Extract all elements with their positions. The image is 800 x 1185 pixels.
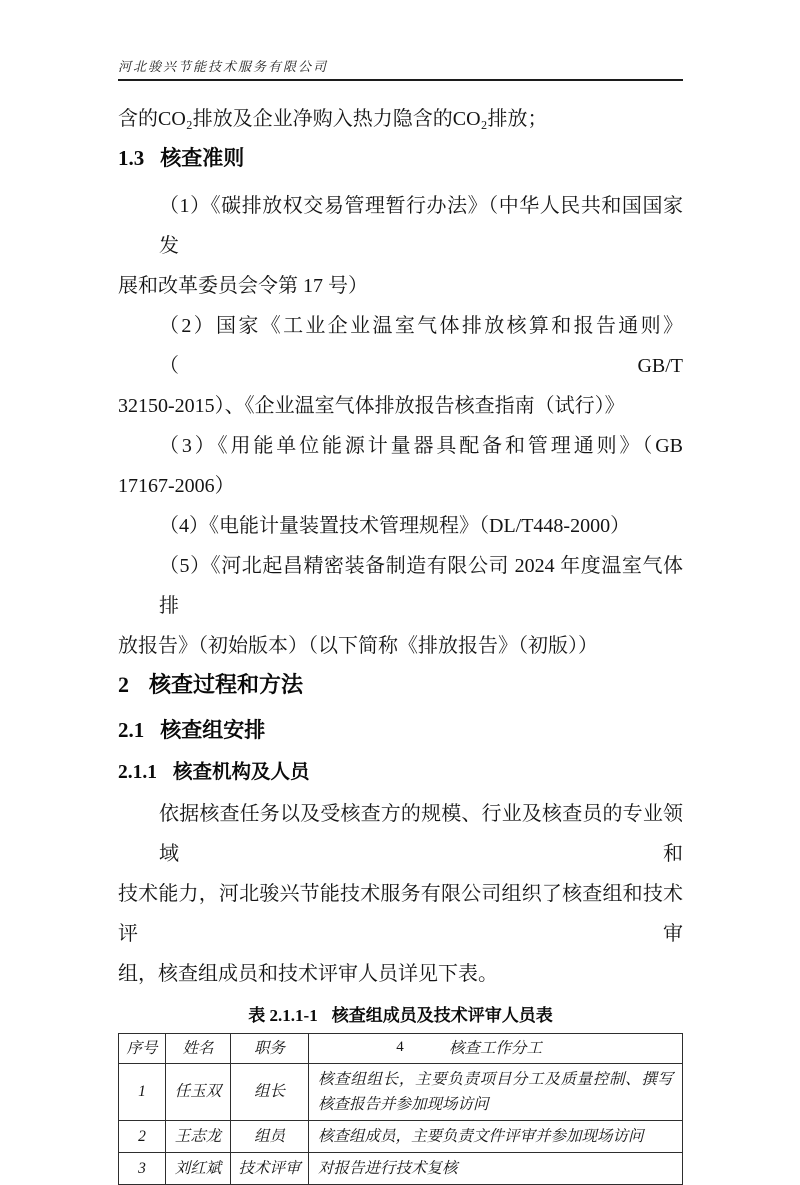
section-title: 核查过程和方法 bbox=[149, 672, 304, 697]
criteria-line: 展和改革委员会令第 17 号） bbox=[118, 275, 368, 297]
table-caption-label: 表 2.1.1-1 bbox=[248, 1006, 318, 1025]
section-title: 核查机构及人员 bbox=[173, 762, 310, 783]
cell-role: 组员 bbox=[231, 1121, 309, 1153]
table-caption-title: 核查组成员及技术评审人员表 bbox=[331, 1006, 553, 1025]
cell-role: 组长 bbox=[231, 1064, 309, 1121]
body-text-line: 含的CO₂排放及企业净购入热力隐含的CO₂排放； bbox=[118, 108, 548, 130]
cell-duty: 对报告进行技术复核 bbox=[309, 1153, 683, 1185]
criteria-line: （5）《河北起昌精密装备制造有限公司 2024 年度温室气体排 bbox=[159, 555, 683, 617]
section-number: 2.1 bbox=[118, 718, 145, 742]
section-heading-2-1 bbox=[118, 714, 683, 746]
cell-role: 技术评审 bbox=[231, 1153, 309, 1185]
cell-duty: 核查组组长，主要负责项目分工及质量控制、撰写核查报告并参加现场访问 bbox=[309, 1064, 683, 1121]
page-header bbox=[118, 58, 683, 81]
company-name: 河北骏兴节能技术服务有限公司 bbox=[118, 59, 329, 74]
table-header-cell: 序号 bbox=[119, 1034, 166, 1064]
cell-name: 任玉双 bbox=[166, 1064, 231, 1121]
cell-serial: 3 bbox=[119, 1153, 166, 1185]
criteria-list bbox=[118, 186, 683, 666]
section-number: 2.1.1 bbox=[118, 762, 157, 783]
cell-name: 刘红斌 bbox=[166, 1153, 231, 1185]
section-number: 1.3 bbox=[118, 146, 145, 170]
section-number: 2 bbox=[118, 672, 129, 697]
cell-serial: 1 bbox=[119, 1064, 166, 1121]
team-paragraph bbox=[118, 794, 683, 994]
table-row bbox=[119, 1121, 683, 1153]
table-row bbox=[119, 1064, 683, 1121]
section-heading-2 bbox=[118, 668, 683, 702]
cell-duty: 核查组成员，主要负责文件评审并参加现场访问 bbox=[309, 1121, 683, 1153]
criteria-line: （3）《用能单位能源计量器具配备和管理通则》（GB bbox=[159, 435, 683, 457]
cell-serial: 2 bbox=[119, 1121, 166, 1153]
paragraph-line: 组，核查组成员和技术评审人员详见下表。 bbox=[118, 963, 498, 985]
table-header-cell: 姓名 bbox=[166, 1034, 231, 1064]
section-heading-1-3 bbox=[118, 143, 683, 173]
cell-name: 王志龙 bbox=[166, 1121, 231, 1153]
criteria-line: （4）《电能计量装置技术管理规程》（DL/T448-2000） bbox=[159, 515, 631, 537]
criteria-line: 放报告》（初始版本）（以下简称《排放报告》（初版）） bbox=[118, 635, 598, 657]
table-row bbox=[119, 1153, 683, 1185]
table-caption bbox=[118, 1003, 683, 1029]
criteria-line: （2）国家《工业企业温室气体排放核算和报告通则》（GB/T bbox=[159, 315, 683, 377]
criteria-line: 32150-2015）、《企业温室气体排放报告核查指南（试行）》 bbox=[118, 395, 625, 417]
paragraph-line: 技术能力，河北骏兴节能技术服务有限公司组织了核查组和技术评审 bbox=[118, 883, 683, 945]
table-header-cell: 职务 bbox=[231, 1034, 309, 1064]
table-header-cell: 核查工作分工 bbox=[309, 1034, 683, 1064]
criteria-line: 17167-2006） bbox=[118, 475, 235, 497]
paragraph-line: 依据核查任务以及受核查方的规模、行业及核查员的专业领域和 bbox=[159, 803, 683, 865]
page-number: 4 bbox=[396, 1039, 404, 1055]
section-heading-2-1-1 bbox=[118, 758, 683, 788]
section-title: 核查组安排 bbox=[160, 718, 266, 742]
section-title: 核查准则 bbox=[160, 146, 245, 170]
criteria-line: （1）《碳排放权交易管理暂行办法》（中华人民共和国国家发 bbox=[159, 195, 683, 257]
